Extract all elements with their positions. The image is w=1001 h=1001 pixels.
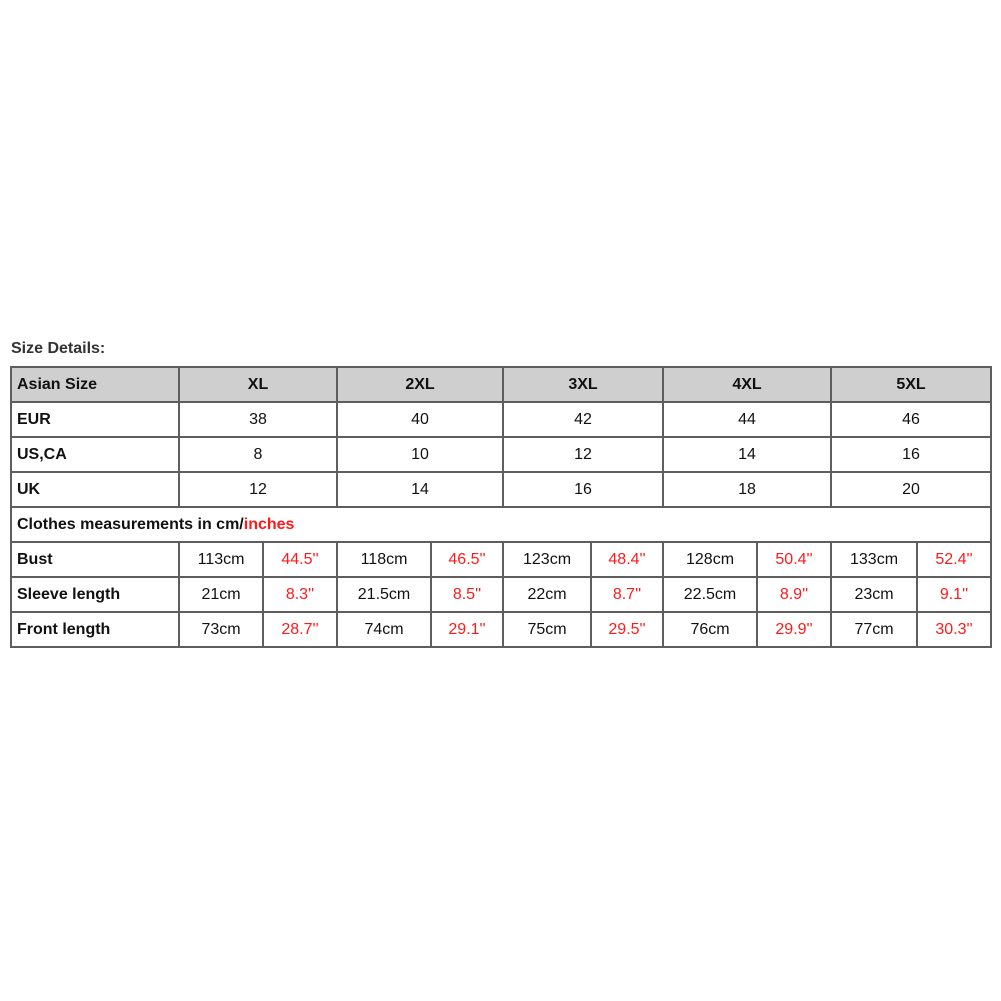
table-cell: 40 xyxy=(337,402,503,437)
table-row-uk xyxy=(11,472,991,507)
row-label: UK xyxy=(11,472,179,507)
size-4xl: 4XL xyxy=(663,367,831,402)
inch-cell: 46.5'' xyxy=(431,542,503,577)
cm-cell: 128cm xyxy=(663,542,757,577)
table-cell: 12 xyxy=(179,472,337,507)
cm-cell: 21.5cm xyxy=(337,577,431,612)
size-header-row xyxy=(11,367,991,402)
inch-cell: 29.9'' xyxy=(757,612,831,647)
inch-cell: 29.1'' xyxy=(431,612,503,647)
table-cell: 12 xyxy=(503,437,663,472)
inch-cell: 30.3'' xyxy=(917,612,991,647)
measurements-title-inches: inches xyxy=(243,515,295,533)
table-cell: 20 xyxy=(831,472,991,507)
table-row-sleeve-length xyxy=(11,577,991,612)
size-3xl: 3XL xyxy=(503,367,663,402)
table-cell: 16 xyxy=(831,437,991,472)
size-chart-table xyxy=(10,366,992,648)
size-5xl: 5XL xyxy=(831,367,991,402)
table-row-front-length xyxy=(11,612,991,647)
row-label: EUR xyxy=(11,402,179,437)
inch-cell: 28.7'' xyxy=(263,612,337,647)
cm-cell: 75cm xyxy=(503,612,591,647)
inch-cell: 8.5'' xyxy=(431,577,503,612)
size-xl: XL xyxy=(179,367,337,402)
cm-cell: 21cm xyxy=(179,577,263,612)
row-label: Sleeve length xyxy=(11,577,179,612)
inch-cell: 8.7'' xyxy=(591,577,663,612)
row-label: Bust xyxy=(11,542,179,577)
size-2xl: 2XL xyxy=(337,367,503,402)
cm-cell: 22cm xyxy=(503,577,591,612)
cm-cell: 76cm xyxy=(663,612,757,647)
table-cell: 16 xyxy=(503,472,663,507)
inch-cell: 48.4'' xyxy=(591,542,663,577)
table-cell: 44 xyxy=(663,402,831,437)
table-cell: 38 xyxy=(179,402,337,437)
inch-cell: 50.4'' xyxy=(757,542,831,577)
table-row-bust xyxy=(11,542,991,577)
inch-cell: 44.5'' xyxy=(263,542,337,577)
row-label: US,CA xyxy=(11,437,179,472)
measurements-title-prefix: Clothes measurements in cm/ xyxy=(17,515,244,533)
inch-cell: 52.4'' xyxy=(917,542,991,577)
table-cell: 8 xyxy=(179,437,337,472)
size-details-heading: Size Details: xyxy=(11,340,106,357)
table-cell: 14 xyxy=(663,437,831,472)
table-cell: 14 xyxy=(337,472,503,507)
table-cell: 42 xyxy=(503,402,663,437)
table-row-eur xyxy=(11,402,991,437)
cm-cell: 133cm xyxy=(831,542,917,577)
row-label: Front length xyxy=(11,612,179,647)
measurements-section-title xyxy=(11,507,991,542)
asian-size-label: Asian Size xyxy=(11,367,179,402)
cm-cell: 123cm xyxy=(503,542,591,577)
table-cell: 10 xyxy=(337,437,503,472)
cm-cell: 73cm xyxy=(179,612,263,647)
inch-cell: 29.5'' xyxy=(591,612,663,647)
cm-cell: 77cm xyxy=(831,612,917,647)
measurements-section-row xyxy=(11,507,991,542)
table-cell: 46 xyxy=(831,402,991,437)
cm-cell: 118cm xyxy=(337,542,431,577)
inch-cell: 8.9'' xyxy=(757,577,831,612)
cm-cell: 22.5cm xyxy=(663,577,757,612)
cm-cell: 113cm xyxy=(179,542,263,577)
inch-cell: 9.1'' xyxy=(917,577,991,612)
cm-cell: 23cm xyxy=(831,577,917,612)
inch-cell: 8.3'' xyxy=(263,577,337,612)
table-row-us-ca xyxy=(11,437,991,472)
cm-cell: 74cm xyxy=(337,612,431,647)
table-cell: 18 xyxy=(663,472,831,507)
